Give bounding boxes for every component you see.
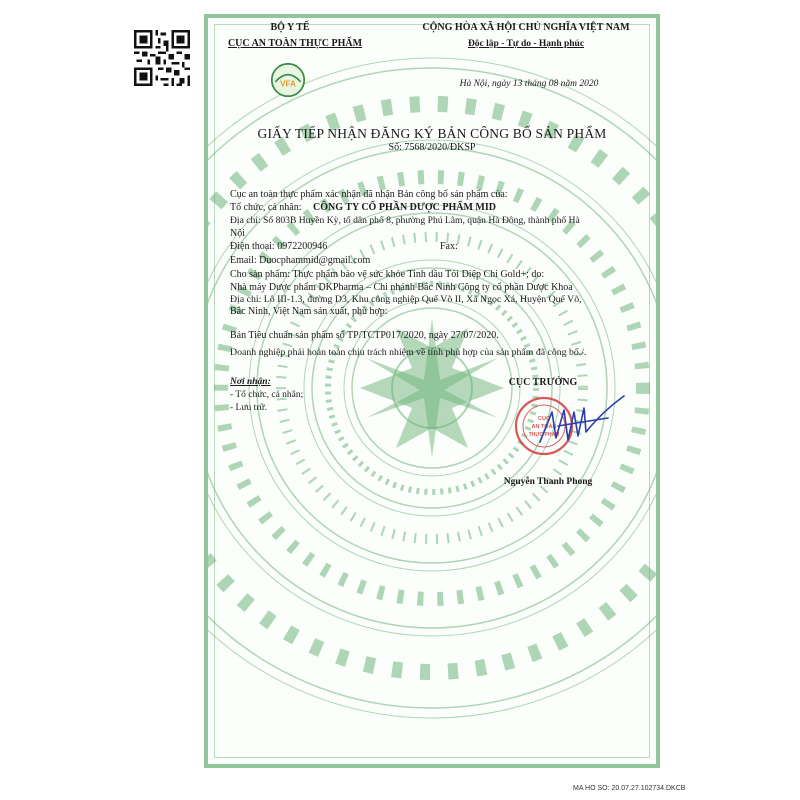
factory-line-3: Bắc Ninh, Việt Nam sản xuất, phù hợp:	[230, 306, 388, 317]
fax: Fax:	[440, 241, 458, 252]
svg-text:THỰC PHẨM: THỰC PHẨM	[528, 432, 560, 438]
issue-date: Hà Nội, ngày 13 tháng 08 năm 2020	[459, 79, 599, 89]
factory-line-2: Địa chỉ: Lô III-1.3, đường D3, Khu công nghiệp Quế Võ II, Xã Ngọc Xá, Huyện Quế Võ,	[230, 294, 582, 305]
intro-text: Cục an toàn thực phẩm xác nhận đã nhận Bản công bố sản phẩm của:	[230, 189, 508, 200]
country-name: CỘNG HÒA XÃ HỘI CHỦ NGHĨA VIỆT NAM	[422, 22, 630, 33]
official-stamp-and-signature	[512, 382, 632, 472]
org-label: Tổ chức, cá nhân:	[230, 202, 302, 213]
standard-line: Bản Tiêu chuẩn sản phẩm số TP/TCTP017/2020, ngày 27/07/2020.	[230, 330, 499, 341]
signer-name: Nguyễn Thanh Phong	[503, 477, 593, 487]
recipients-label: Nơi nhận:	[230, 377, 271, 387]
national-motto: Độc lập - Tự do - Hạnh phúc	[467, 39, 585, 49]
qr-code	[134, 30, 190, 86]
svg-text:VFA: VFA	[280, 79, 296, 89]
factory-line-1: Nhà máy Dược phẩm DKPharma – Chi nhánh Bắc Ninh Công ty cổ phần Dược Khoa	[230, 282, 573, 293]
dossier-code: MA HO SO: 20.07.27.102734.DKCB	[573, 785, 686, 792]
svg-text:AN TOÀN: AN TOÀN	[531, 424, 557, 430]
document-number: Số: 7568/2020/ĐKSP	[388, 142, 476, 153]
phone: Điện thoại: 0972200946	[230, 241, 328, 252]
email: Email: Duocphammid@gmail.com	[230, 255, 371, 266]
department-name: CỤC AN TOÀN THỰC PHẨM	[227, 38, 363, 49]
document-title: GIẤY TIẾP NHẬN ĐĂNG KÝ BẢN CÔNG BỐ SẢN PHẨM	[257, 126, 607, 141]
recipient-item-1: - Tổ chức, cá nhân;	[230, 390, 304, 400]
recipient-item-2: - Lưu trữ.	[230, 403, 267, 413]
signer-title: CỤC TRƯỞNG	[508, 377, 578, 388]
address-line-1: Địa chỉ: Số 803B Huyền Kỳ, tổ dân phố 8, phường Phú Lãm, quận Hà Đông, thành phố Hà	[230, 215, 580, 226]
address-line-2: Nội	[230, 228, 245, 239]
responsibility-line: Doanh nghiệp phải hoàn toàn chịu trách nhiệm về tính phù hợp của sản phẩm đã công bố./.	[230, 347, 587, 358]
ministry-name: BỘ Y TẾ	[270, 22, 310, 33]
svg-text:CỤC: CỤC	[538, 416, 550, 422]
product-line: Cho sản phẩm: Thực phẩm bảo vệ sức khỏe Tinh dầu Tỏi Diệp Chi Gold+; do:	[230, 269, 545, 280]
red-stamp	[516, 398, 572, 454]
certificate-frame	[204, 14, 660, 768]
org-name: CÔNG TY CỔ PHẦN DƯỢC PHẨM MID	[313, 202, 496, 213]
